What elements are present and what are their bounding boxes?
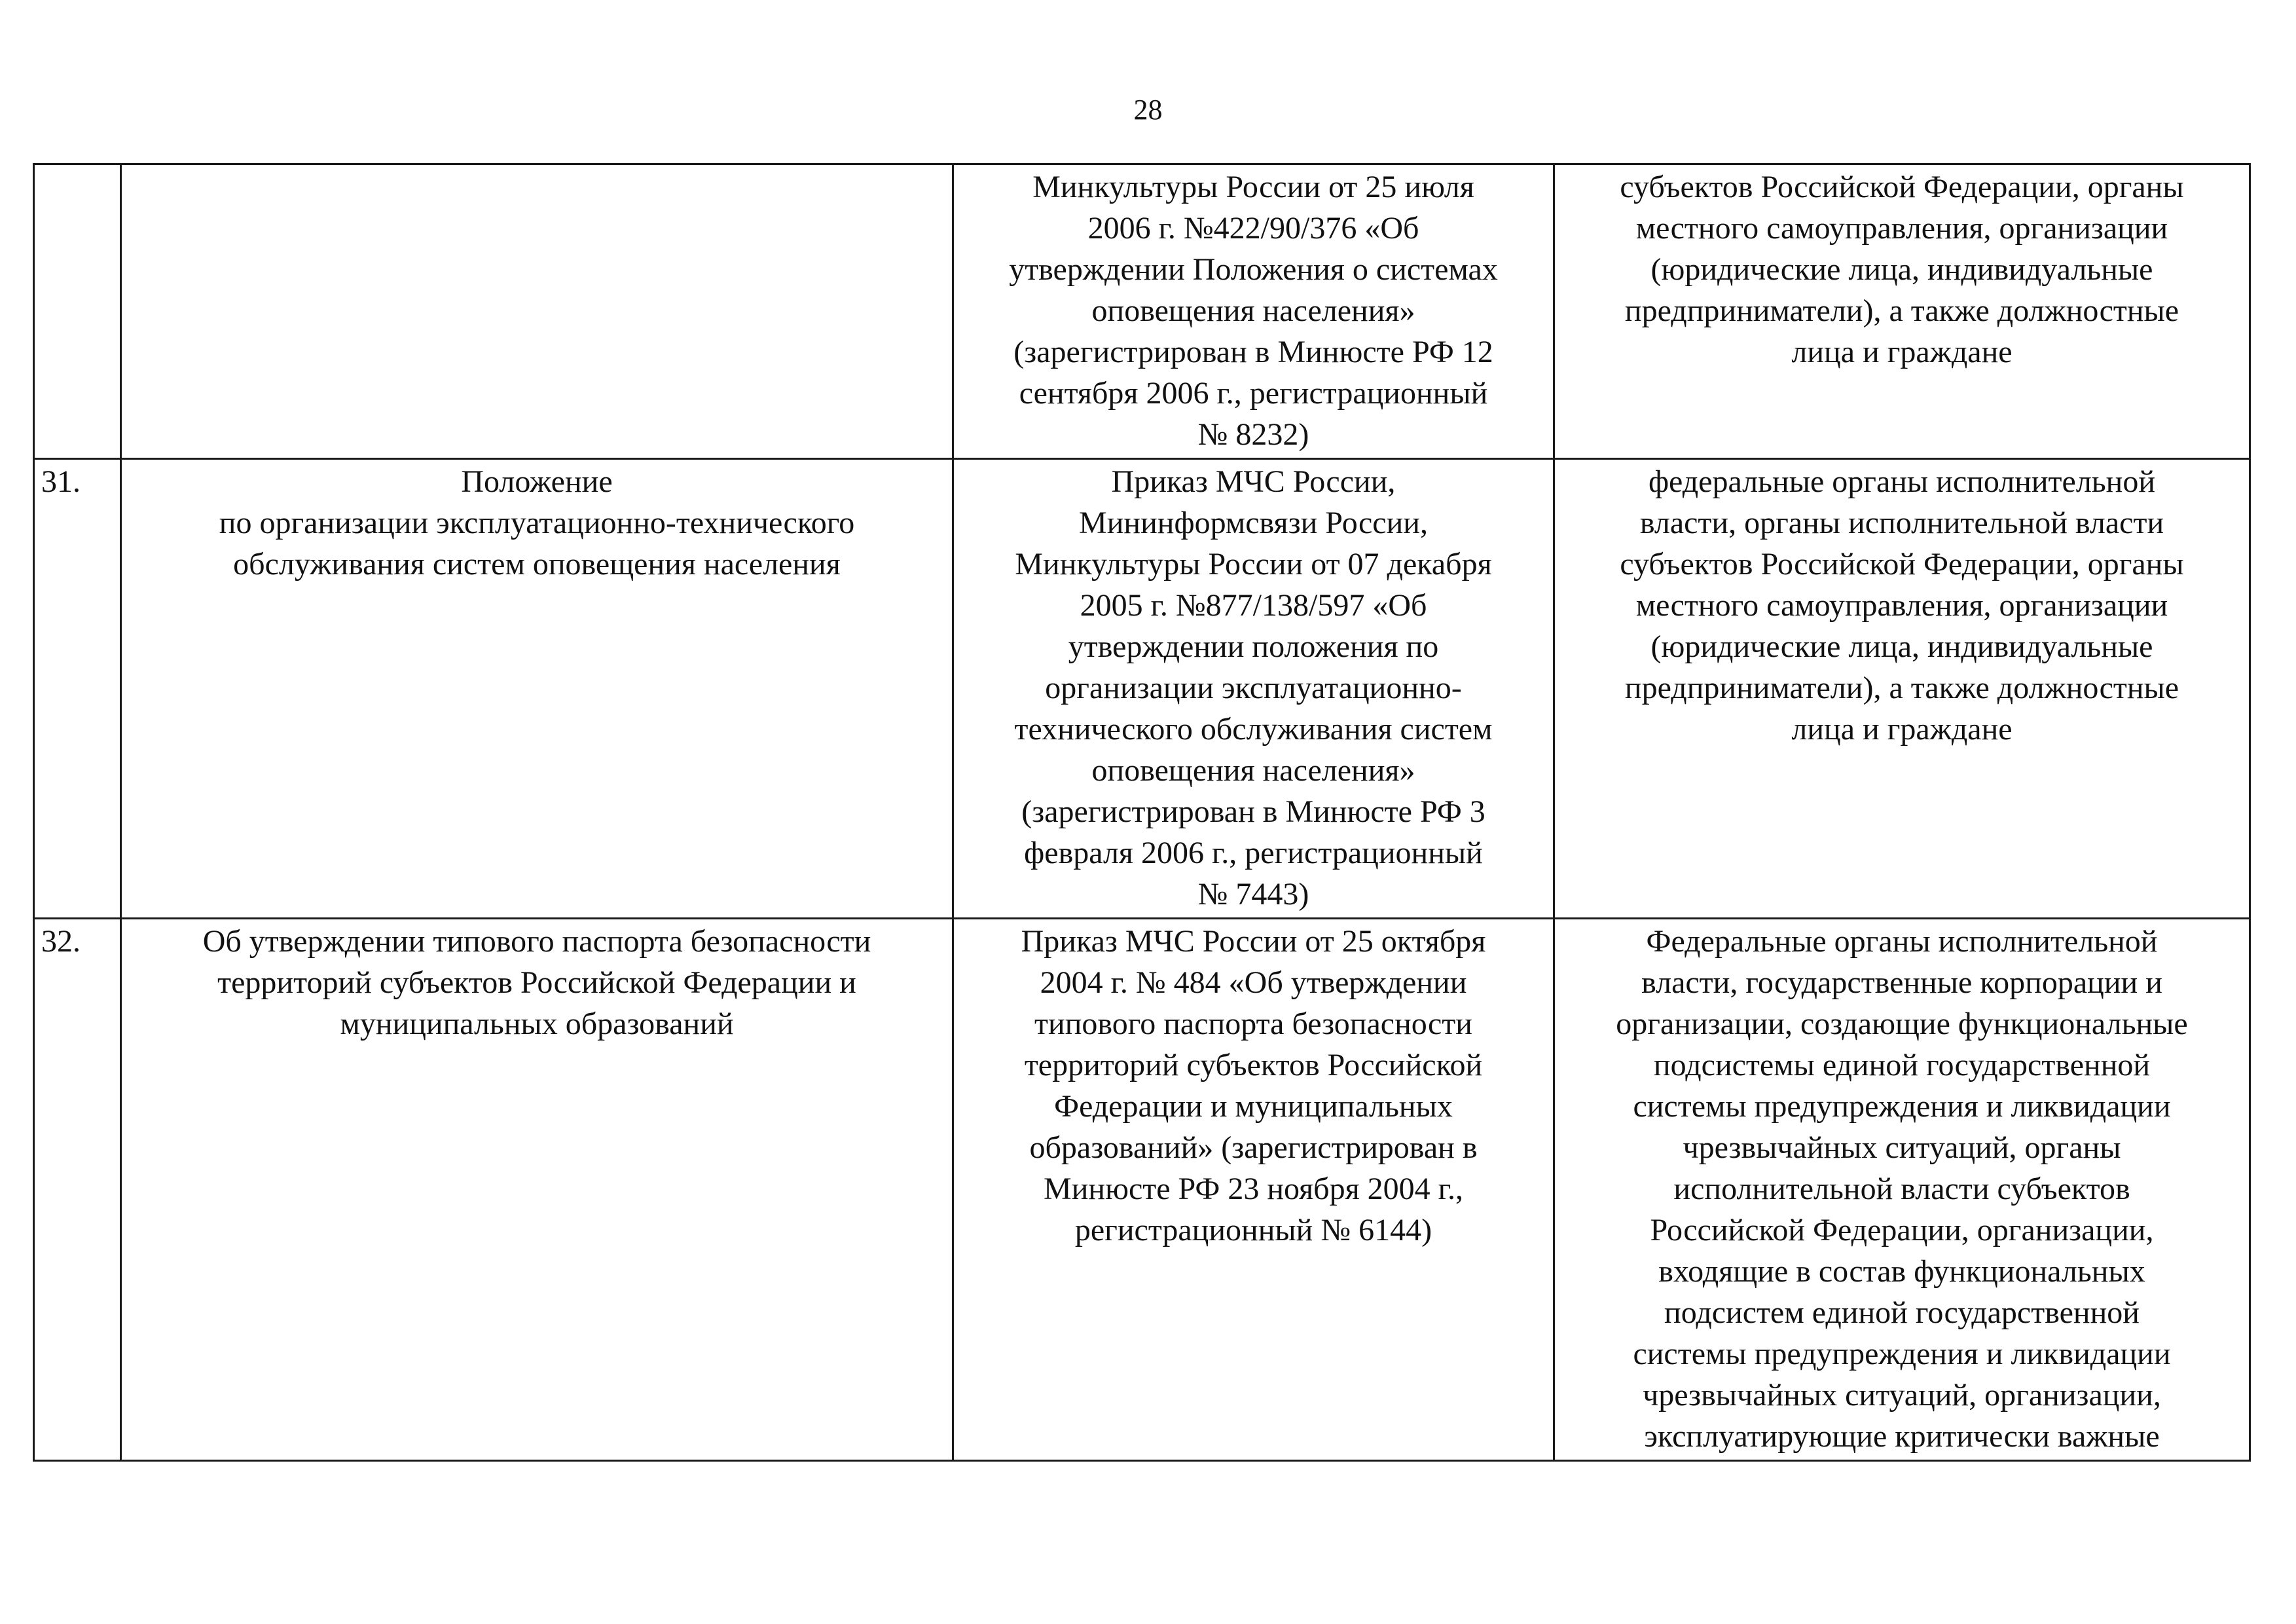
- table-row-31: [34, 459, 2250, 919]
- subjects-line: субъектов Российской Федерации, органы: [1620, 170, 2184, 204]
- subjects-line: подсистем единой государственной: [1664, 1295, 2140, 1330]
- row-number-cell: [34, 919, 121, 1461]
- row-number-cell: [34, 164, 121, 459]
- subjects-line: власти, органы исполнительной власти: [1639, 506, 2164, 540]
- table-row-continuation: [34, 164, 2250, 459]
- subjects-line: входящие в состав функциональных: [1658, 1254, 2145, 1289]
- subjects-line: предприниматели), а также должностные: [1624, 671, 2179, 705]
- document-title-cell: [121, 459, 953, 919]
- subjects-line: предприниматели), а также должностные: [1624, 293, 2179, 328]
- subjects-line: подсистемы единой государственной: [1653, 1048, 2151, 1082]
- subjects-cell: [1554, 919, 2250, 1461]
- subjects-line: чрезвычайных ситуаций, организации,: [1643, 1378, 2161, 1412]
- subjects-line: системы предупреждения и ликвидации: [1633, 1337, 2171, 1371]
- subjects-line: власти, государственные корпорации и: [1641, 965, 2162, 1000]
- legal-act-line: организации эксплуатационно-: [1045, 671, 1462, 705]
- subjects-line: чрезвычайных ситуаций, органы: [1683, 1130, 2121, 1165]
- subjects-line: лица и граждане: [1791, 335, 2013, 369]
- legal-act-line: оповещения населения»: [1091, 293, 1415, 328]
- document-title-line: муниципальных образований: [340, 1006, 734, 1041]
- document-title-line: обслуживания систем оповещения населения: [233, 547, 841, 581]
- subjects-cell: [1554, 164, 2250, 459]
- legal-act-line: Минюсте РФ 23 ноября 2004 г.,: [1044, 1172, 1463, 1206]
- legal-act-line: утверждении Положения о системах: [1009, 252, 1498, 287]
- legal-act-line: Мининформсвязи России,: [1079, 506, 1428, 540]
- row-number: 32.: [41, 924, 81, 959]
- legal-act-line: (зарегистрирован в Минюсте РФ 3: [1021, 794, 1485, 829]
- subjects-cell: [1554, 459, 2250, 919]
- legal-act-line: образований» (зарегистрирован в: [1029, 1130, 1478, 1165]
- legal-act-line: Федерации и муниципальных: [1054, 1089, 1453, 1124]
- subjects-line: (юридические лица, индивидуальные: [1650, 252, 2153, 287]
- legal-act-cell: [953, 459, 1554, 919]
- subjects-line: исполнительной власти субъектов: [1673, 1172, 2130, 1206]
- legal-act-line: 2006 г. №422/90/376 «Об: [1087, 211, 1419, 246]
- document-table: [33, 163, 2251, 1462]
- legal-act-cell: [953, 919, 1554, 1461]
- subjects-line: местного самоуправления, организации: [1635, 588, 2168, 623]
- row-number: 31.: [41, 464, 81, 499]
- legal-act-line: № 7443): [1197, 877, 1309, 912]
- subjects-line: Федеральные органы исполнительной: [1646, 924, 2158, 959]
- document-title-line: Положение: [461, 464, 613, 499]
- legal-act-line: 2005 г. №877/138/597 «Об: [1080, 588, 1427, 623]
- table-row-32: [34, 919, 2250, 1461]
- legal-act-line: типового паспорта безопасности: [1034, 1006, 1472, 1041]
- document-title-line: территорий субъектов Российской Федерации и: [217, 965, 856, 1000]
- subjects-line: (юридические лица, индивидуальные: [1650, 629, 2153, 664]
- legal-act-line: технического обслуживания систем: [1014, 712, 1493, 747]
- page-number: 28: [1133, 94, 1163, 126]
- legal-act-line: Минкультуры России от 07 декабря: [1015, 547, 1492, 581]
- legal-act-line: регистрационный № 6144): [1074, 1213, 1432, 1247]
- document-title-line: по организации эксплуатационно-технического: [219, 506, 855, 540]
- legal-act-line: оповещения населения»: [1091, 753, 1415, 788]
- legal-act-line: сентября 2006 г., регистрационный: [1019, 376, 1488, 411]
- document-title-line: Об утверждении типового паспорта безопасности: [202, 924, 871, 959]
- legal-act-line: Минкультуры России от 25 июля: [1032, 170, 1474, 204]
- legal-act-line: февраля 2006 г., регистрационный: [1024, 836, 1483, 870]
- subjects-line: системы предупреждения и ликвидации: [1633, 1089, 2171, 1124]
- subjects-line: субъектов Российской Федерации, органы: [1620, 547, 2184, 581]
- legal-act-line: 2004 г. № 484 «Об утверждении: [1040, 965, 1467, 1000]
- subjects-line: организации, создающие функциональные: [1616, 1006, 2188, 1041]
- row-number-cell: [34, 459, 121, 919]
- document-title-cell: [121, 164, 953, 459]
- subjects-line: эксплуатирующие критически важные: [1644, 1419, 2160, 1454]
- subjects-line: местного самоуправления, организации: [1635, 211, 2168, 246]
- legal-act-line: Приказ МЧС России от 25 октября: [1021, 924, 1486, 959]
- subjects-line: федеральные органы исполнительной: [1648, 464, 2156, 499]
- legal-act-line: № 8232): [1197, 417, 1309, 452]
- legal-act-line: (зарегистрирован в Минюсте РФ 12: [1013, 335, 1493, 369]
- legal-act-line: утверждении положения по: [1068, 629, 1439, 664]
- subjects-line: Российской Федерации, организации,: [1650, 1213, 2154, 1247]
- legal-act-line: Приказ МЧС России,: [1111, 464, 1396, 499]
- legal-act-line: территорий субъектов Российской: [1024, 1048, 1483, 1082]
- document-title-cell: [121, 919, 953, 1461]
- subjects-line: лица и граждане: [1791, 712, 2013, 747]
- legal-act-cell: [953, 164, 1554, 459]
